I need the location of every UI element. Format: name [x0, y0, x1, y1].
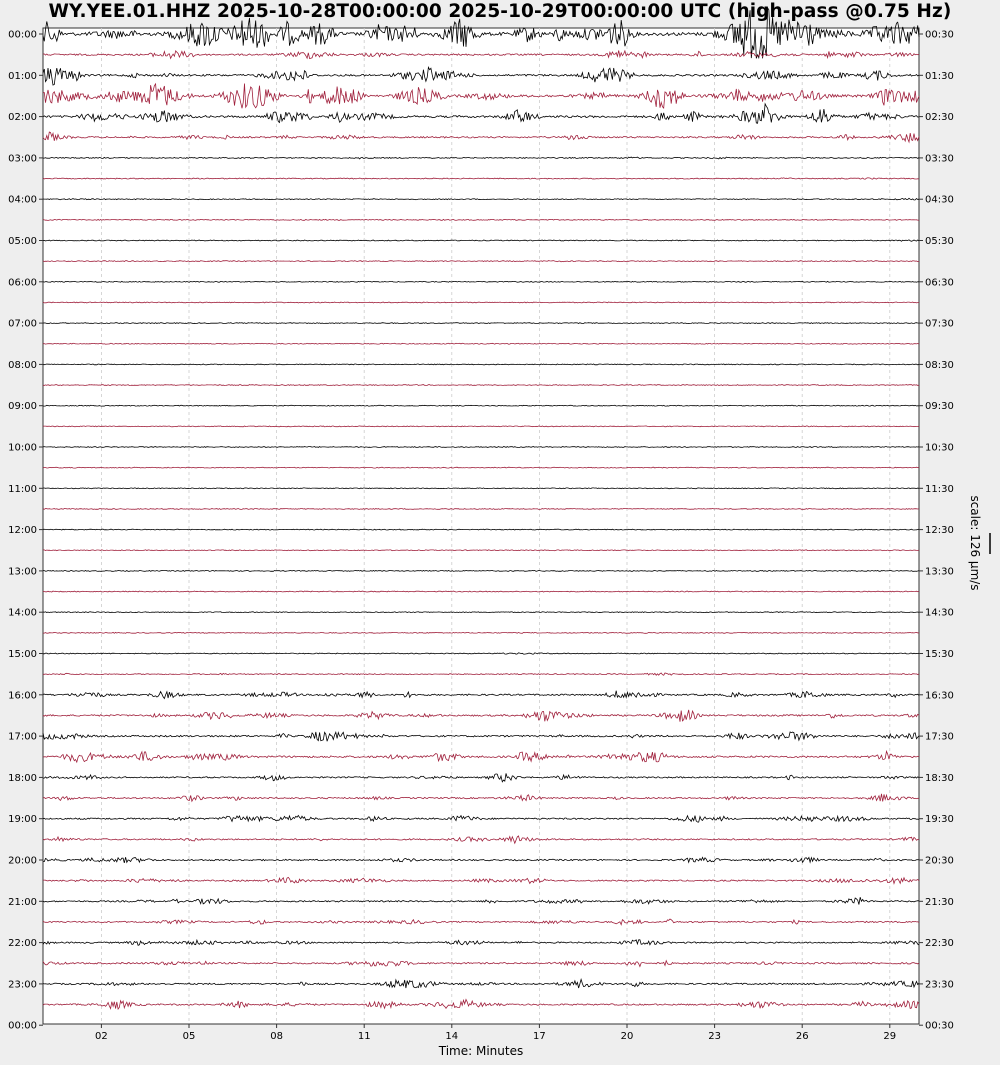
- right-halfhour-label: 08:30: [925, 359, 954, 371]
- right-halfhour-label: 22:30: [925, 938, 954, 950]
- x-tick-label: 14: [445, 1031, 459, 1042]
- left-hour-label: 13:00: [8, 566, 37, 578]
- left-hour-label: 23:00: [8, 979, 37, 991]
- right-halfhour-label: 00:30: [925, 1020, 954, 1032]
- left-hour-label: 10:00: [8, 442, 37, 454]
- left-hour-label: 00:00: [8, 1020, 37, 1032]
- right-time-labels: [919, 30, 954, 1032]
- left-time-labels: [8, 30, 43, 1032]
- scale-label: scale: 126 µm/s: [968, 495, 982, 591]
- left-hour-label: 04:00: [8, 194, 37, 206]
- left-hour-label: 18:00: [8, 772, 37, 784]
- x-tick-label: 11: [357, 1031, 371, 1042]
- x-axis-ticks: [95, 1024, 896, 1042]
- left-hour-label: 02:00: [8, 112, 37, 124]
- right-halfhour-label: 21:30: [925, 896, 954, 908]
- right-halfhour-label: 01:30: [925, 70, 954, 82]
- left-hour-label: 17:00: [8, 731, 37, 743]
- left-hour-label: 16:00: [8, 690, 37, 702]
- x-axis-label: Time: Minutes: [438, 1044, 524, 1058]
- left-hour-label: 21:00: [8, 896, 37, 908]
- right-halfhour-label: 13:30: [925, 566, 954, 578]
- x-tick-label: 02: [95, 1031, 108, 1042]
- x-tick-label: 20: [620, 1031, 634, 1042]
- right-halfhour-label: 10:30: [925, 442, 954, 454]
- left-hour-label: 05:00: [8, 236, 37, 247]
- x-tick-label: 26: [795, 1031, 809, 1042]
- right-halfhour-label: 02:30: [925, 112, 954, 124]
- x-tick-label: 17: [533, 1031, 546, 1042]
- x-tick-label: 29: [883, 1031, 897, 1042]
- x-tick-label: 08: [270, 1031, 283, 1042]
- left-hour-label: 12:00: [8, 525, 37, 537]
- left-hour-label: 09:00: [8, 401, 37, 413]
- right-halfhour-label: 07:30: [925, 318, 954, 330]
- left-hour-label: 00:00: [8, 29, 37, 41]
- x-tick-label: 05: [182, 1031, 196, 1042]
- right-halfhour-label: 17:30: [925, 731, 954, 743]
- right-halfhour-label: 23:30: [925, 979, 954, 991]
- right-halfhour-label: 15:30: [925, 649, 954, 660]
- right-halfhour-label: 00:30: [925, 29, 954, 41]
- plot-area: [43, 28, 919, 1024]
- left-hour-label: 20:00: [8, 855, 37, 867]
- right-halfhour-label: 14:30: [925, 607, 954, 619]
- right-halfhour-label: 16:30: [925, 690, 954, 702]
- right-halfhour-label: 05:30: [925, 236, 954, 247]
- scale-indicator: [968, 495, 990, 590]
- right-halfhour-label: 06:30: [925, 277, 954, 289]
- left-hour-label: 08:00: [8, 359, 37, 371]
- right-halfhour-label: 09:30: [925, 401, 954, 413]
- right-halfhour-label: 18:30: [925, 772, 954, 784]
- right-halfhour-label: 03:30: [925, 153, 954, 165]
- right-halfhour-label: 04:30: [925, 194, 954, 206]
- chart-title: WY.YEE.01.HHZ 2025-10-28T00:00:00 2025-10-29T00:00:00 UTC (high-pass @0.75 Hz): [48, 1, 952, 22]
- right-halfhour-label: 19:30: [925, 814, 954, 826]
- left-hour-label: 22:00: [8, 938, 37, 950]
- left-hour-label: 19:00: [8, 814, 37, 826]
- left-hour-label: 07:00: [8, 318, 37, 330]
- right-halfhour-label: 11:30: [925, 483, 954, 495]
- left-hour-label: 11:00: [8, 483, 37, 495]
- x-tick-label: 23: [708, 1031, 721, 1042]
- right-halfhour-label: 20:30: [925, 855, 954, 867]
- left-hour-label: 15:00: [8, 649, 37, 660]
- left-hour-label: 14:00: [8, 607, 37, 619]
- left-hour-label: 01:00: [8, 70, 37, 82]
- left-hour-label: 03:00: [8, 153, 37, 165]
- right-halfhour-label: 12:30: [925, 525, 954, 537]
- left-hour-label: 06:00: [8, 277, 37, 289]
